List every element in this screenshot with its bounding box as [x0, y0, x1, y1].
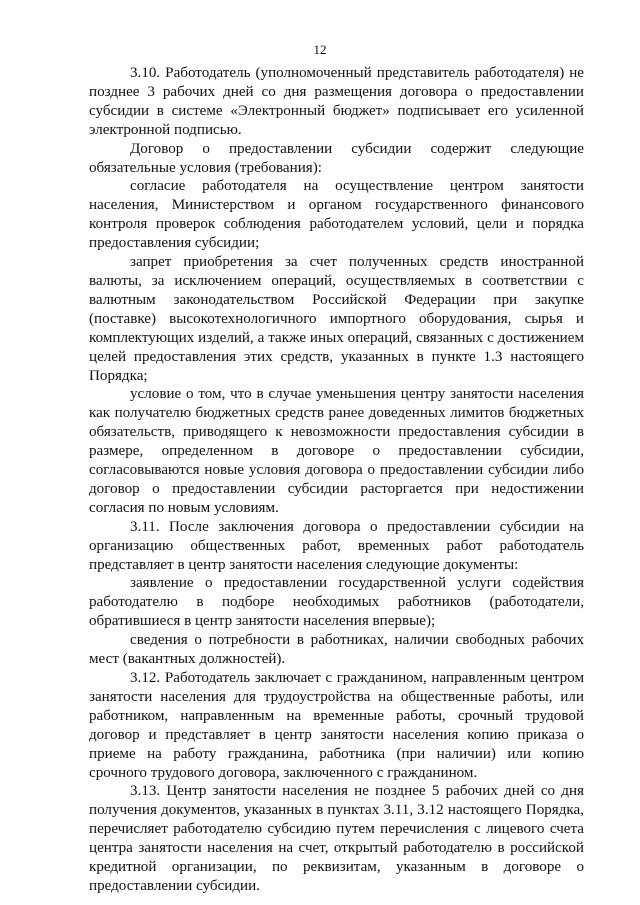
paragraph-limits-reduction: условие о том, что в случае уменьшения центру занятости населения как получателю бюджетных средств ранее доведенных лимитов бюджетных обязательств, приводящего к невозможности предоставления субсидии в размере, определенном в договоре о предоставлении субсидии, согласовываются новые условия договора о предоставлении субсидии либо договор о предоставлении субсидии расторгается при недостижении согласия по новым условиям. [89, 386, 584, 516]
paragraph-3-10: 3.10. Работодатель (уполномоченный представитель работодателя) не позднее 3 рабочих дней со дня размещения договора о предоставлении субсидии в системе «Электронный бюджет» подписывает его усиленной электронной подписью. [89, 65, 584, 138]
paragraph-service-application: заявление о предоставлении государственной услуги содействия работодателю в подборе необходимых работников (работодатели, обратившиеся в центр занятости населения впервые); [89, 575, 584, 630]
paragraph-vacancy-info: сведения о потребности в работниках, наличии свободных рабочих мест (вакантных должностей). [89, 632, 584, 668]
paragraph-3-11: 3.11. После заключения договора о предоставлении субсидии на организацию общественных работ, временных работ работодатель представляет в центр занятости населения следующие документы: [89, 518, 584, 573]
paragraph-3-13: 3.13. Центр занятости населения не позднее 5 рабочих дней со дня получения документов, указанных в пунктах 3.11, 3.12 настоящего Порядка, перечисляет работодателю субсидию путем перечисления с лицевого счета центра занятости населения на счет, открытый работодателю в российской кредитной организации, по реквизитам, указанным в договоре о предоставлении субсидии. [89, 783, 584, 894]
paragraph-employer-consent: согласие работодателя на осуществление центром занятости населения, Министерством и органом государственного финансового контроля проверок соблюдения работодателем условий, цели и порядка предоставления субсидии; [89, 178, 584, 252]
document-body [89, 64, 584, 896]
paragraph-contract-conditions: Договор о предоставлении субсидии содержит следующие обязательные условия (требования): [89, 140, 584, 176]
paragraph-currency-prohibition: запрет приобретения за счет полученных средств иностранной валюты, за исключением операций, осуществляемых в соответствии с валютным законодательством Российской Федерации при закупке (поставке) высокотехнологичного импортного оборудования, сырья и комплектующих изделий, а также иных операций, связанных с достижением целей предоставления этих средств, указанных в пункте 1.3 настоящего Порядка; [89, 254, 584, 384]
page-number: 12 [313, 42, 327, 57]
paragraph-3-12: 3.12. Работодатель заключает с гражданином, направленным центром занятости населения для трудоустройства на общественные работы, или работником, направленным на временные работы, срочный трудовой договор и представляет в центр занятости населения копию приказа о приеме на работу гражданина, работника (при наличии) или копию срочного трудового договора, заключенного с гражданином. [89, 670, 584, 781]
